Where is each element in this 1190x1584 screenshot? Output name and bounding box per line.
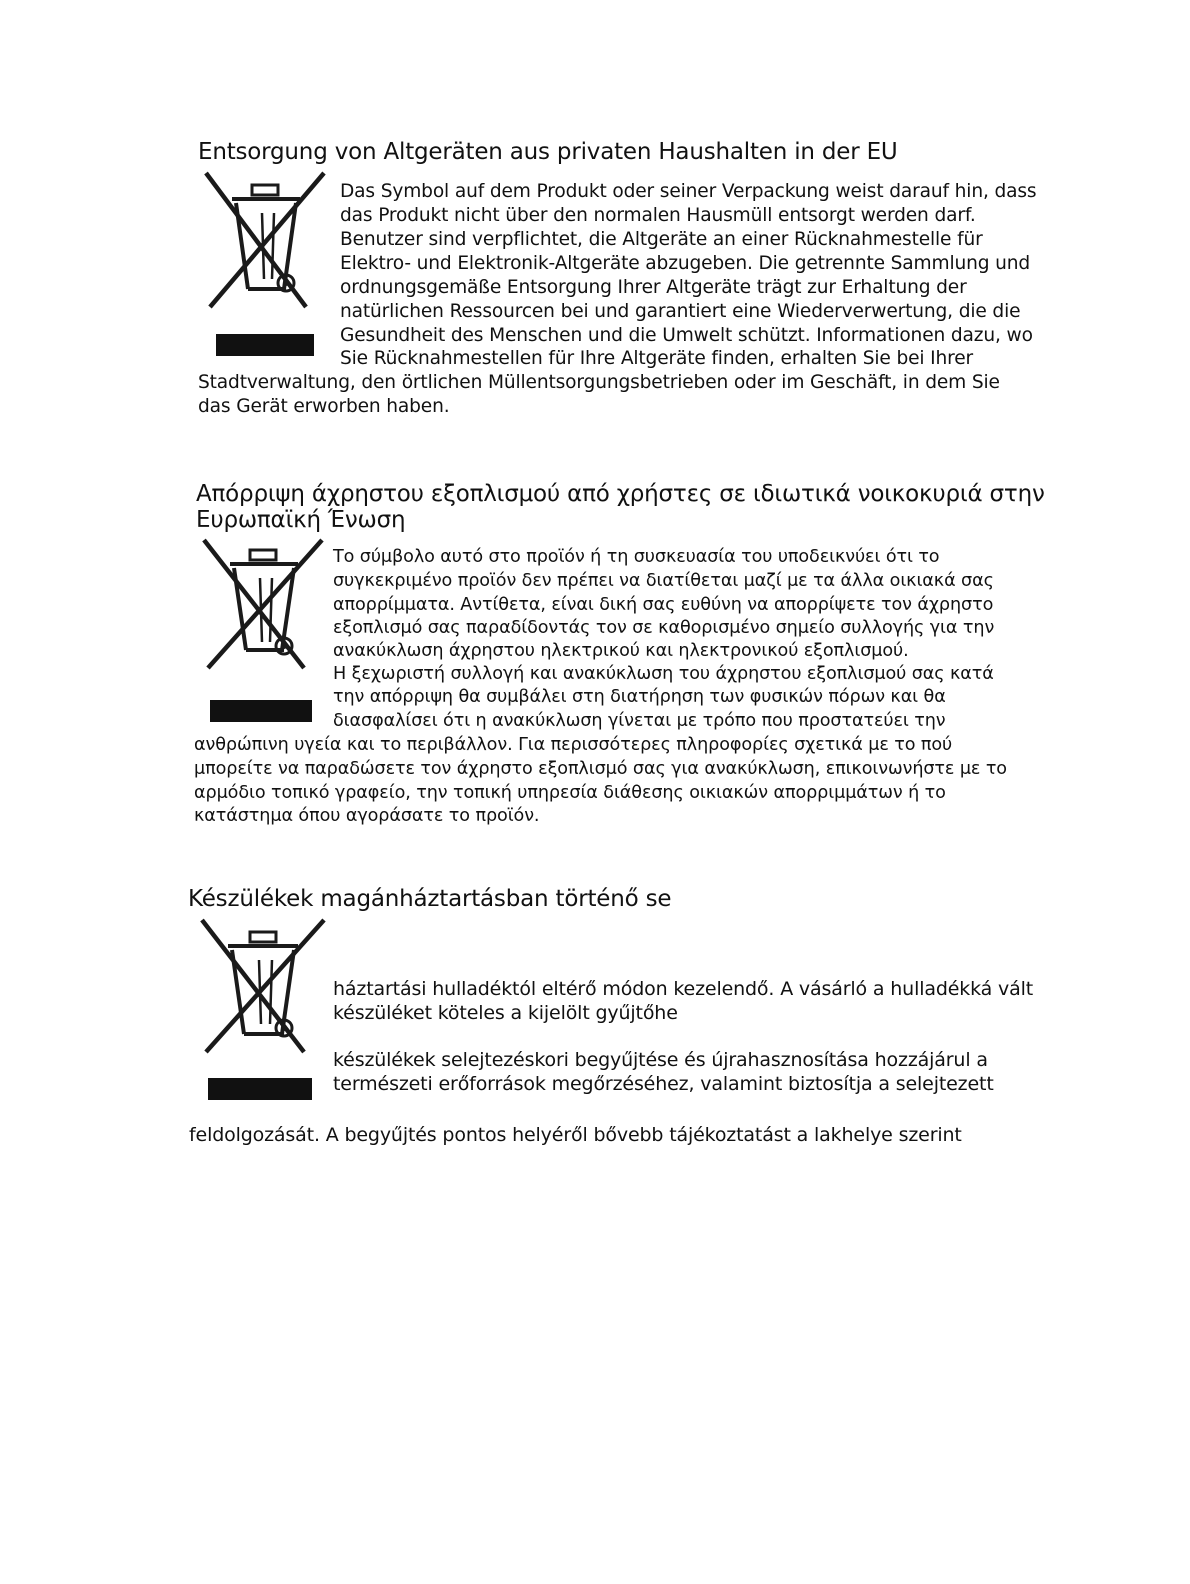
paragraph-line: készülékek selejtezéskori begyűjtése és újrahasznosítása hozzájárul a [333, 1049, 988, 1071]
paragraph-line: συγκεκριμένο προϊόν δεν πρέπει να διατίθεται μαζί με τα άλλα οικιακά σας [333, 571, 994, 591]
paragraph-line: das Produkt nicht über den normalen Hausmüll entsorgt werden darf. [340, 205, 976, 226]
paragraph-line: Benutzer sind verpflichtet, die Altgeräte an einer Rücknahmestelle für [340, 229, 983, 250]
paragraph-line: Gesundheit des Menschen und die Umwelt schützt. Informationen dazu, wo [340, 325, 1033, 346]
paragraph-line: Stadtverwaltung, den örtlichen Müllentsorgungsbetrieben oder im Geschäft, in dem Sie [198, 372, 1000, 393]
paragraph-line: Το σύμβολο αυτό στο προϊόν ή τη συσκευασία του υποδεικνύει ότι το [333, 547, 940, 567]
paragraph-line: feldolgozását. A begyűjtés pontos helyéről bővebb tájékoztatást a lakhelye szerint [189, 1124, 962, 1146]
paragraph-line: Η ξεχωριστή συλλογή και ανακύκλωση του άχρηστου εξοπλισμού σας κατά [333, 664, 994, 684]
paragraph-line: ανακύκλωση άχρηστου ηλεκτρικού και ηλεκτρονικού εξοπλισμού. [333, 641, 909, 661]
section-title-german: Entsorgung von Altgeräten aus privaten Haushalten in der EU [198, 139, 898, 165]
crossed-out-wheelie-bin-icon [198, 918, 328, 1104]
section-title-greek-line1: Απόρριψη άχρηστου εξοπλισμού από χρήστες σε ιδιωτικά νοικοκυριά στην [196, 481, 1045, 507]
paragraph-line: Sie Rücknahmestellen für Ihre Altgeräte finden, erhalten Sie bei Ihrer [340, 348, 974, 369]
paragraph-line: την απόρριψη θα συμβάλει στη διατήρηση των φυσικών πόρων και θα [333, 687, 946, 707]
paragraph-line: Elektro- und Elektronik-Altgeräte abzugeben. Die getrennte Sammlung und [340, 253, 1031, 274]
crossed-out-wheelie-bin-icon [202, 171, 328, 361]
paragraph-line: természeti erőforrások megőrzéséhez, valamint biztosítja a selejtezett [333, 1073, 994, 1095]
paragraph-line: Das Symbol auf dem Produkt oder seiner Verpackung weist darauf hin, dass [340, 181, 1037, 202]
paragraph-line: das Gerät erworben haben. [198, 396, 450, 417]
paragraph-line: ανθρώπινη υγεία και το περιβάλλον. Για περισσότερες πληροφορίες σχετικά με το πού [194, 735, 953, 755]
paragraph-line: διασφαλίσει ότι η ανακύκλωση γίνεται με τρόπο που προστατεύει την [333, 711, 946, 731]
paragraph-line: αρμόδιο τοπικό γραφείο, την τοπική υπηρεσία διάθεσης οικιακών απορριμμάτων ή το [194, 783, 946, 803]
paragraph-line: natürlichen Ressourcen bei und garantiert eine Wiederverwertung, die die [340, 301, 1021, 322]
paragraph-line: μπορείτε να παραδώσετε τον άχρηστο εξοπλισμό σας για ανακύκλωση, επικοινωνήστε με το [194, 759, 1007, 779]
paragraph-line: κατάστημα όπου αγοράσατε το προϊόν. [194, 806, 540, 826]
paragraph-line: απορρίμματα. Αντίθετα, είναι δική σας ευθύνη να απορρίψετε τον άχρηστο [333, 595, 994, 615]
paragraph-line: εξοπλισμό σας παραδίδοντάς τον σε καθορισμένο σημείο συλλογής για την [333, 618, 995, 638]
paragraph-line: ordnungsgemäße Entsorgung Ihrer Altgeräte trägt zur Erhaltung der [340, 277, 967, 298]
section-title-hungarian: Készülékek magánháztartásban történő se [188, 886, 672, 912]
section-title-greek-line2: Ευρωπαϊκή Ένωση [196, 507, 406, 533]
paragraph-line: készüléket köteles a kijelölt gyűjtőhe [333, 1002, 678, 1024]
crossed-out-wheelie-bin-icon [200, 538, 326, 728]
paragraph-line: háztartási hulladéktól eltérő módon kezelendő. A vásárló a hulladékká vált [333, 978, 1034, 1000]
